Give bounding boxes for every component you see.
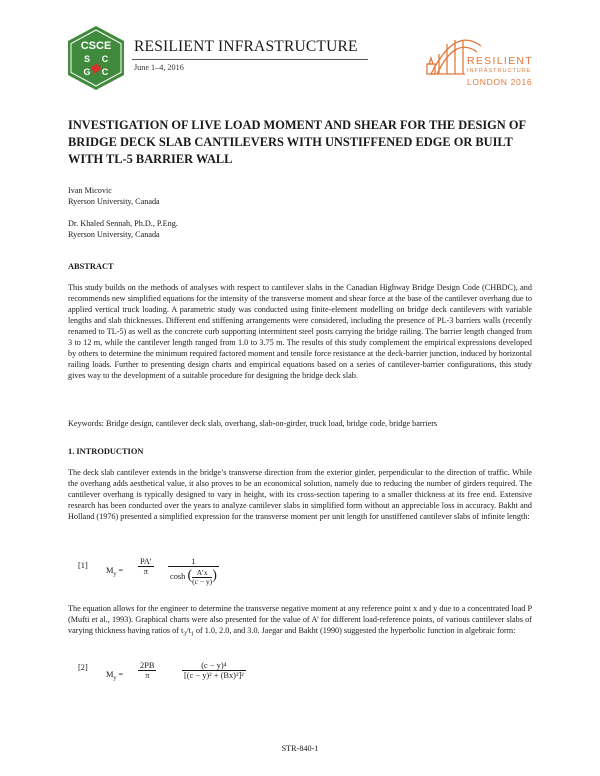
ri-logo-line2: INFRASTRUCTURE — [467, 68, 532, 74]
equation-fraction: $\frac{\text{(c − y)⁴}}{\text{[(c − y)² + (Bx)²]²}}$ — [184, 661, 244, 680]
equation-lhs: $M_y$ = — [106, 566, 124, 578]
introduction-paragraph-1: The deck slab cantilever extends in the bridge’s transverse direction from the exterior girder, perpendicular to the direction of traffic. While the overhang adds aesthetical value, it also proves to be an economical solution, namely due to reducing the number of girders required. The cantilever overhang is typically designed to vary in height, with its cross-section tapering to a smaller thickness at its free end. Extensive research has been conducted over the years to analyze cantilever slabs in simplified form without an appreciable loss in accuracy. Bakht and Holland (1976) presented a simplified expression for the transverse moment per unit length for unstiffened cantilever slabs of infinite length: — [68, 468, 532, 521]
svg-text:C: C — [101, 67, 109, 77]
svg-text:G: G — [83, 67, 91, 77]
equation-fraction: $\frac{2PB}{\pi}$ — [140, 661, 155, 680]
equation-number: [1] — [78, 561, 88, 570]
ri-logo-line1: RESILIENT — [467, 55, 533, 67]
svg-text:C: C — [101, 54, 109, 64]
abstract-heading: ABSTRACT — [68, 262, 114, 271]
equation-fraction: $\frac{PA’}{\pi}$ — [140, 557, 152, 576]
equation-2 — [68, 660, 532, 710]
introduction-paragraph-2: The equation allows for the engineer to determine the transverse negative moment at any reference point x and y due to a concentrated load P (Mufti et al., 1993). Graphical charts were also presented for the value of A’ for different load-reference points, of various cantilever slabs of varying thickness having ratios of $t_3/t_1$ of 1.0, 2.0, and 3.0. Jaegar and Bakht (1990) suggested the hyperbolic function in algebraic form: — [68, 604, 532, 638]
author-1 — [68, 185, 178, 207]
author-2 — [68, 218, 178, 240]
paper-title: INVESTIGATION OF LIVE LOAD MOMENT AND SHEAR FOR THE DESIGN OF BRIDGE DECK SLAB CANTILEVERS WITH UNSTIFFENED EDGE OR BUILT WITH TL-5 BARRIER WALL — [68, 118, 526, 166]
conference-title: RESILIENT INFRASTRUCTURE — [134, 38, 358, 55]
keywords: Keywords: Bridge design, cantilever deck slab, overhang, slab-on-girder, truck load, bridge code, bridge barriers — [68, 419, 438, 428]
equation-lhs: $M_y$ = — [106, 670, 124, 682]
csce-logo-icon — [66, 25, 126, 91]
ri-logo-line3: LONDON 2016 — [467, 77, 533, 87]
page-footer: STR-840-1 — [281, 744, 319, 753]
author-name: Dr. Khaled Sennah, Ph.D., P.Eng. — [68, 219, 178, 228]
header-rule — [132, 59, 368, 60]
conference-date: June 1–4, 2016 — [134, 63, 184, 72]
equation-1 — [68, 556, 532, 606]
author-name: Ivan Micovic — [68, 186, 112, 195]
author-list — [68, 185, 178, 251]
equation-number: [2] — [78, 663, 88, 672]
author-affiliation: Ryerson University, Canada — [68, 197, 160, 206]
equation-fraction: 1 cosh ( $\frac{A’x}{(c - y)}$ ) — [170, 557, 217, 586]
svg-text:S: S — [83, 54, 91, 64]
introduction-heading: 1. INTRODUCTION — [68, 447, 144, 456]
abstract-text: This study builds on the methods of analyses with respect to cantilever slabs in the Canadian Highway Bridge Design Code (CHBDC), and recommends new simplified equations for the intensity of the transverse moment and shear force at the base of the cantilever overhang due to applied vertical truck loading. A parametric study was conducted using finite-element modelling on bridge deck cantilevers with variable lengths and slab thicknesses. Different end stiffening arrangements were considered, including the presence of PL-3 barriers walls (recently renamed to TL-5) as well as the concrete curb supporting intermittent steel posts carrying the bridge railing. The barrier length changed from 3 to 12 m, while the cantilever length ranged from 1.0 to 3.75 m. The results of this study complement the empirical expressions developed by others to determine the minimum required factored moment and tensile force resistance at the deck-barrier junction, induced by horizontal railing loads. Further to presenting design charts and empirical equations based on a series of cantilever-barrier configurations, this study gives way to the development of a suitable procedure for designing the bridge deck slab. — [68, 283, 532, 380]
author-affiliation: Ryerson University, Canada — [68, 230, 160, 239]
csce-logo-text: CSCE — [80, 40, 112, 52]
